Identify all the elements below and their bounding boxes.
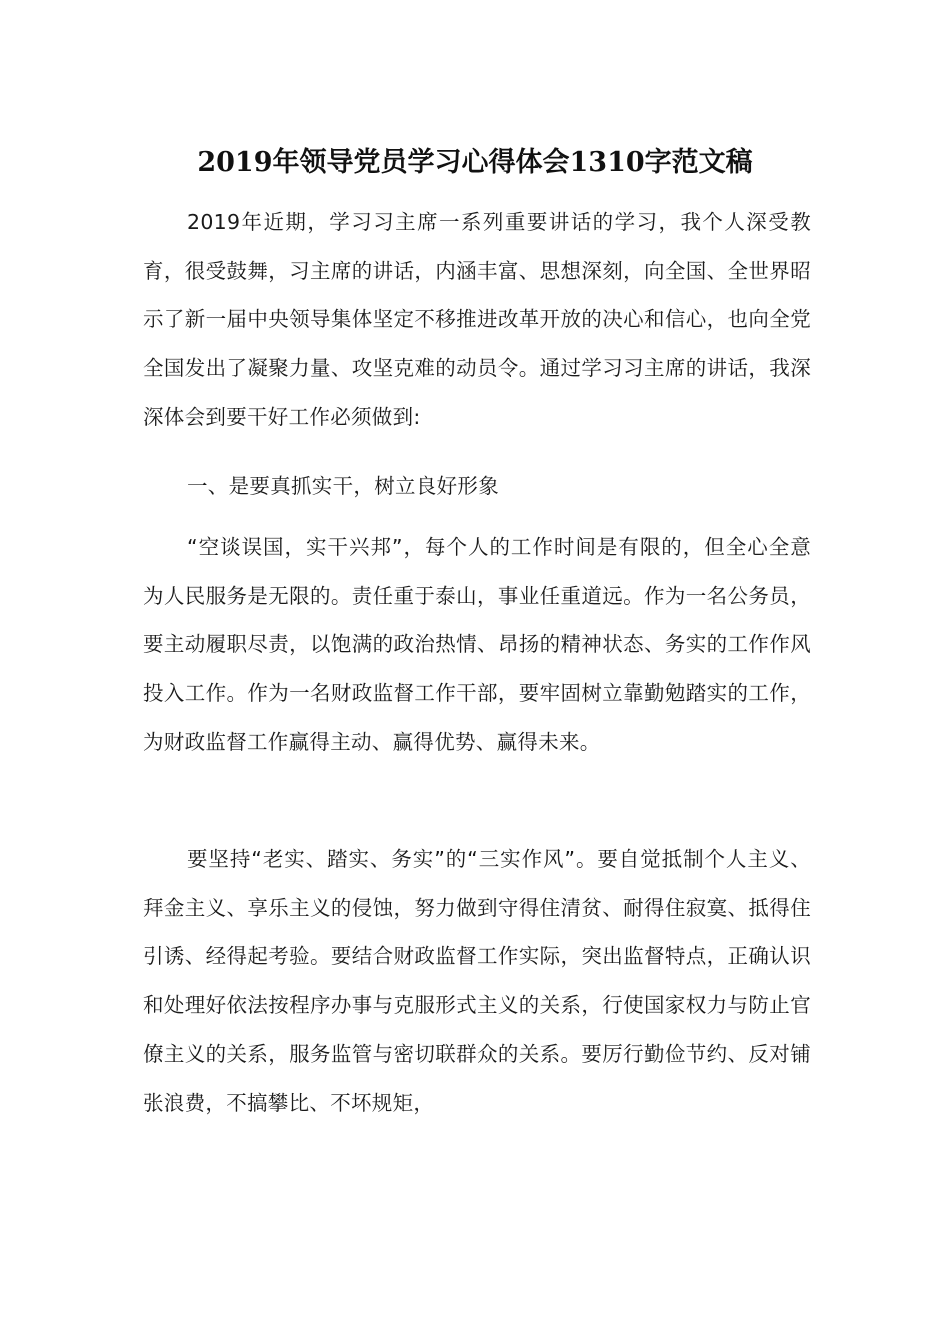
paragraph-section-1-b: 要坚持“老实、踏实、务实”的“三实作风”。要自觉抵制个人主义、拜金主义、享乐主义的侵蚀，努力做到守得住清贫、耐得住寂寞、抵得住引诱、经得起考验。要结合财政监督工作实际，突出监督特点，正确认识和处理好依法按程序办事与克服形式主义的关系，行使国家权力与防止官僚主义的关系，服务监管与密切联群众的关系。要厉行勤俭节约、反对铺张浪费，不搞攀比、不坏规矩，: [143, 847, 811, 1115]
paragraph-intro: 2019年近期，学习习主席一系列重要讲话的学习，我个人深受教育，很受鼓舞，习主席的讲话，内涵丰富、思想深刻，向全国、全世界昭示了新一届中央领导集体坚定不移推进改革开放的决心和信心，也向全党全国发出了凝聚力量、攻坚克难的动员令。通过学习习主席的讲话，我深深体会到要干好工作必须做到:: [143, 210, 811, 429]
document-title: 2019年领导党员学习心得体会1310字范文稿: [197, 147, 753, 178]
section-heading-1: 一、是要真抓实干，树立良好形象: [187, 474, 499, 498]
paragraph-section-1-a: “空谈误国，实干兴邦”，每个人的工作时间是有限的，但全心全意为人民服务是无限的。责任重于泰山，事业任重道远。作为一名公务员，要主动履职尽责，以饱满的政治热情、昂扬的精神状态、务实的工作作风投入工作。作为一名财政监督工作干部，要牢固树立靠勤勉踏实的工作，为财政监督工作赢得主动、赢得优势、赢得未来。: [143, 535, 811, 754]
